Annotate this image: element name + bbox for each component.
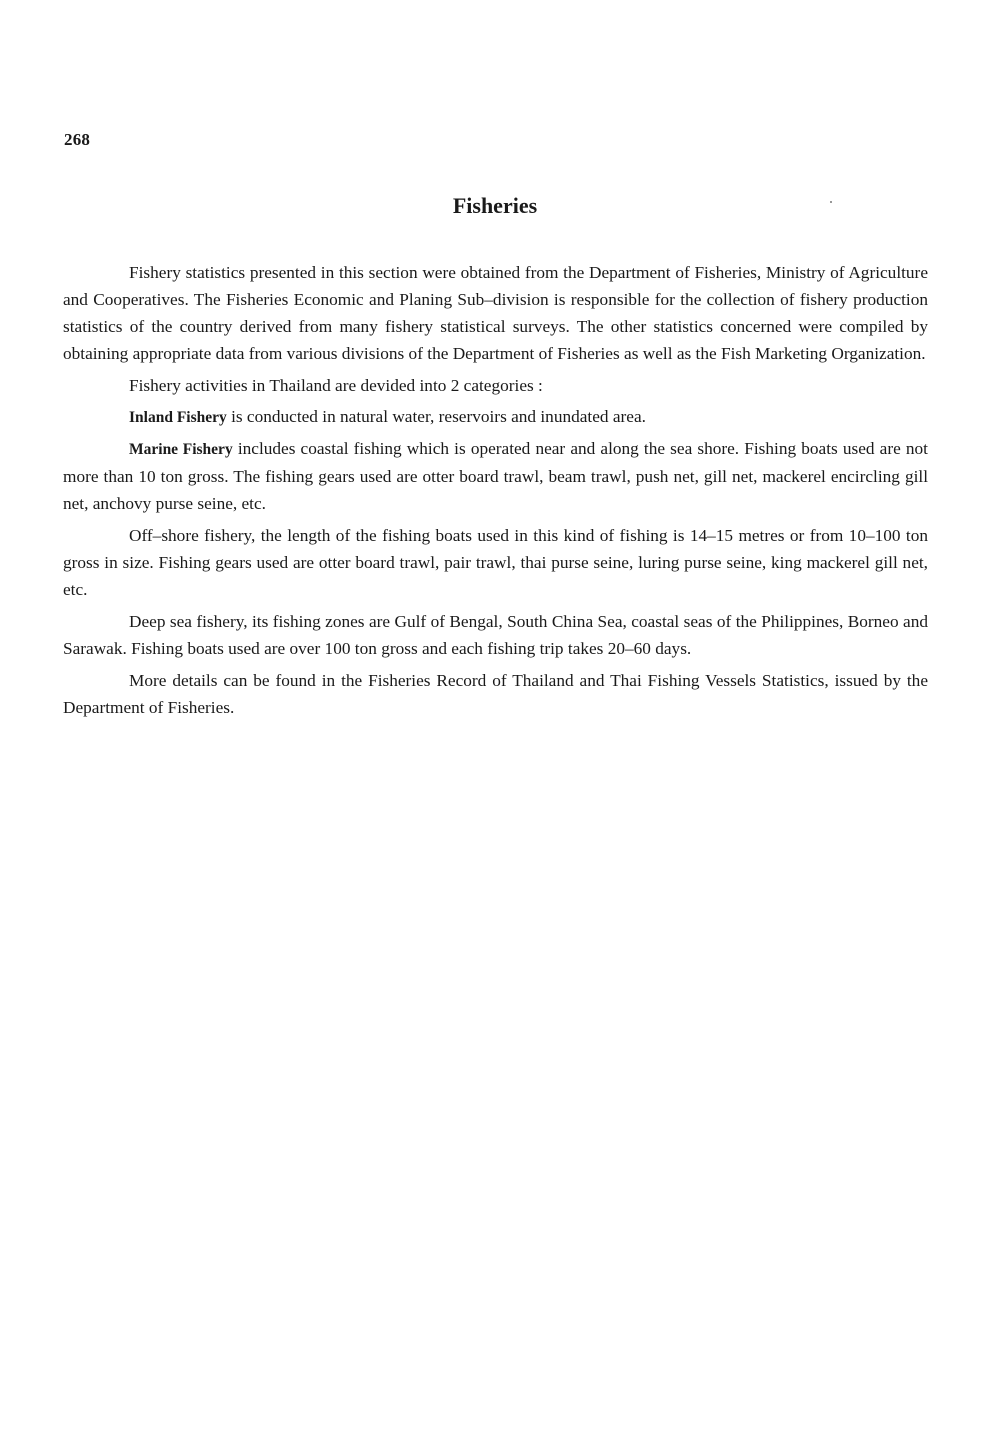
paragraph-more-details: More details can be found in the Fisheries Record of Thailand and Thai Fishing Vessels Statistics, issued by the Department of Fisheries. [63,671,928,717]
paragraph-marine-fishery [63,435,928,517]
scan-speck [830,201,832,203]
paragraph-intro: Fishery statistics presented in this section were obtained from the Department of Fisheries, Ministry of Agriculture and Cooperatives. The Fisheries Economic and Planing Sub–division is responsible for the collection of fishery production statistics of the country derived from many fishery statistical surveys. The other statistics concerned were compiled by obtaining appropriate data from various divisions of the Department of Fisheries as well as the Fish Marketing Organization. [63,263,928,363]
inland-fishery-text: is conducted in natural water, reservoirs and inundated area. [226,407,646,426]
marine-fishery-text: includes coastal fishing which is operated near and along the sea shore. Fishing boats used are not more than 10 ton gross. The fishing gears used are otter board trawl, beam trawl, push net, gill net, mackerel encircling gill net, anchovy purse seine, etc. [63,439,928,513]
paragraph-offshore-fishery: Off–shore fishery, the length of the fishing boats used in this kind of fishing is 14–15 metres or from 10–100 ton gross in size. Fishing gears used are otter board trawl, pair trawl, thai purse seine, luring purse seine, king mackerel gill net, etc. [63,526,928,599]
inland-fishery-term: Inland Fishery [129,409,227,426]
paragraph-inland-fishery [63,403,928,431]
marine-fishery-term: Marine Fishery [129,441,233,458]
body-text [63,259,928,726]
paragraph-deep-sea-fishery: Deep sea fishery, its fishing zones are Gulf of Bengal, South China Sea, coastal seas of the Philippines, Borneo and Sarawak. Fishing boats used are over 100 ton gross and each fishing trip takes 20–60 days. [63,612,928,658]
paragraph-categories: Fishery activities in Thailand are devided into 2 categories : [129,376,543,395]
page-title: Fisheries [452,193,538,218]
page-number: 268 [64,130,91,149]
